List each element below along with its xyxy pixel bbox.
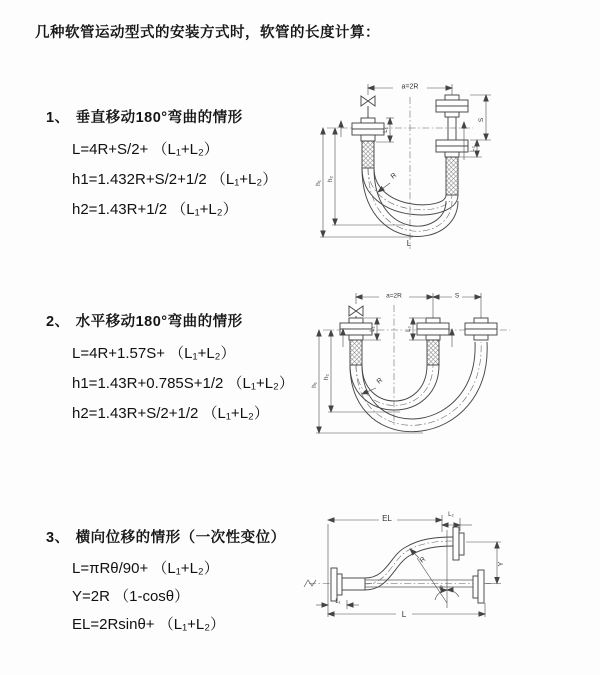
- braided-hose-section: [446, 157, 458, 195]
- section-2-formulas: [72, 339, 294, 429]
- section-vertical-180: [46, 106, 277, 225]
- formula-L: L=4R+1.57S+ （L₁+L₂）: [72, 345, 236, 362]
- radius-label: R: [418, 555, 428, 565]
- moved-pipe-flange: [465, 318, 497, 340]
- section-1-heading: [46, 106, 277, 124]
- section-2-heading: [46, 310, 294, 328]
- offset-dimension: [466, 542, 505, 584]
- dim-label-l1: L₁: [383, 127, 389, 133]
- formula-h1: h1=1.432R+S/2+1/2 （L₁+L₂）: [72, 171, 278, 188]
- formula-h2: h2=1.43R+1/2 （L₁+L₂）: [72, 201, 238, 218]
- section-3-formulas: [72, 555, 286, 639]
- displaced-hose: [365, 537, 453, 590]
- dim-label-h2: h₂: [323, 373, 330, 381]
- travel-dimension: [470, 95, 491, 140]
- braided-hose-section: [350, 340, 362, 365]
- length-label: L: [406, 239, 412, 248]
- section-1-formulas: [72, 135, 277, 225]
- dim-label-h1: h₁: [311, 382, 318, 388]
- dim-label-l2: L₂: [448, 512, 454, 518]
- hose-u-bend: [350, 342, 487, 432]
- travel-dimension: [433, 290, 481, 300]
- right-pipe-flange: [473, 570, 484, 603]
- section-3-number: 3、: [46, 530, 70, 546]
- diagram-lateral-offset: [295, 500, 595, 645]
- section-2-title: 水平移动180°弯曲的情形: [75, 314, 243, 330]
- right-pipe-flange: [436, 95, 468, 195]
- dim-label-l: L: [401, 610, 407, 619]
- dim-label-a2r: a=2R: [401, 83, 419, 91]
- width-dimension: [356, 290, 481, 318]
- section-lateral-offset: [46, 526, 286, 639]
- dim-label-el: EL: [382, 514, 392, 523]
- radius-label: R: [375, 376, 385, 386]
- dim-label-h1: h₁: [315, 180, 322, 186]
- diagram-vertical-180: [305, 75, 595, 255]
- section-3-heading: [46, 526, 286, 544]
- valve-icon: [361, 96, 375, 118]
- diagram-horizontal-180: [305, 285, 595, 450]
- braided-hose-section: [362, 141, 374, 168]
- left-pipe-flange: [352, 118, 384, 168]
- formula-EL: EL=2Rsinθ+ （L₁+L₂）: [72, 616, 226, 633]
- left-pipe-flange: [331, 568, 365, 601]
- fitting1-dimension: [316, 599, 359, 609]
- section-3-title: 横向位移的情形（一次性变位）: [75, 530, 286, 546]
- angle-label: θ: [439, 585, 443, 592]
- formula-h2: h2=1.43R+S/2+1/2 （L₁+L₂）: [72, 405, 269, 422]
- section-horizontal-180: [46, 310, 294, 429]
- dim-label-y: Y: [498, 561, 505, 567]
- dim-label-l1: L₁: [335, 599, 341, 605]
- formula-L: L=πRθ/90+ （L₁+L₂）: [72, 560, 219, 577]
- upper-flange: [453, 527, 464, 560]
- width-dimension: [368, 81, 452, 95]
- section-1-title: 垂直移动180°弯曲的情形: [75, 110, 243, 126]
- dim-label-h2: h₂: [327, 175, 334, 183]
- section-2-number: 2、: [46, 314, 70, 330]
- braided-hose-section: [427, 340, 439, 365]
- section-1-number: 1、: [46, 110, 70, 126]
- left-pipe-flange: [340, 318, 372, 365]
- dim-label-s: S: [478, 117, 485, 123]
- height1-dimension: [311, 330, 423, 433]
- dim-label-s: S: [454, 292, 460, 300]
- page-title: 几种软管运动型式的安装方式时，软管的长度计算：: [35, 25, 380, 41]
- dim-label-l2: L₂: [470, 146, 476, 152]
- middle-pipe-flange: [417, 318, 449, 365]
- dim-label-l1: L₁: [370, 326, 376, 332]
- length-dimension: [328, 603, 485, 619]
- el-dimension: [328, 513, 442, 617]
- dim-label-a2r: a=2R: [386, 292, 402, 300]
- radius-label: R: [389, 171, 399, 181]
- formula-Y: Y=2R （1-cosθ）: [72, 588, 190, 605]
- dim-label-l2: L₂: [406, 326, 412, 332]
- formula-L: L=4R+S/2+ （L₁+L₂）: [72, 141, 219, 158]
- formula-h1: h1=1.43R+0.785S+1/2 （L₁+L₂）: [72, 375, 294, 392]
